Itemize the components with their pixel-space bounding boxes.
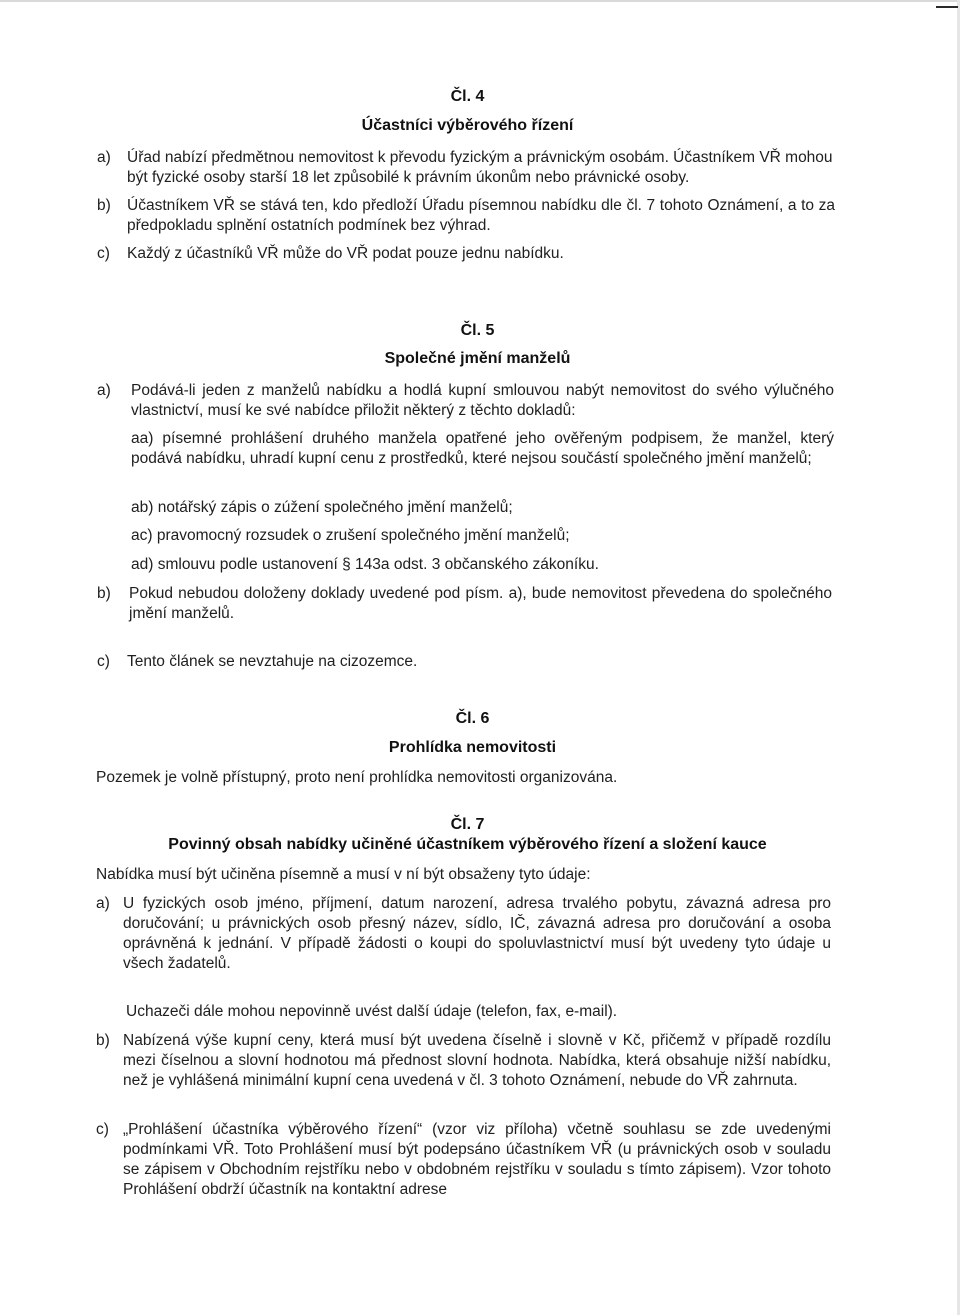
article-5-title: Společné jmění manželů (384, 350, 571, 367)
article-4-number: Čl. 4 (450, 88, 485, 105)
article-5-subitem-ad: ad) smlouvu podle ustanovení § 143a odst. 3 občanského zákoníku. (131, 556, 599, 573)
article-5-item-b-text: Pokud nebudou doloženy doklady uvedené pod písm. a), bude nemovitost převedena do společného jmění manželů. (129, 585, 832, 622)
article-5-subitem-ac: ac) pravomocný rozsudek o zrušení společného jmění manželů; (131, 527, 570, 544)
article-7-item-c-text: „Prohlášení účastníka výběrového řízení“ (vzor viz příloha) včetně souhlasu se zde uvedenými podmínkami VŘ. Toto Prohlášení musí být podepsáno účastníkem VŘ (u právnických osob v souladu se zápisem v Obchodním rejstříku nebo v obdobném rejstříku v souladu s tímto zápisem). Vzor tohoto Prohlášení obdrží účastník na kontaktní adrese (123, 1121, 831, 1198)
article-7-item-b-text: Nabízená výše kupní ceny, která musí být uvedena číselně i slovně v Kč, přičemž v případě rozdílu mezi číselnou a slovní hodnotou má přednost slovní hodnota. Nabídka, která obsahuje nižší nabídku, než je vyhlášená minimální kupní cena uvedená v čl. 3 tohoto Oznámení, nebude do VŘ zahrnuta. (123, 1032, 831, 1089)
article-6-number: Čl. 6 (455, 710, 490, 727)
article-5-item-a-text: Podává-li jeden z manželů nabídku a hodlá kupní smlouvou nabýt nemovitost do svého výlučného vlastnictví, musí ke své nabídce přiložit některý z těchto dokladů: (131, 382, 834, 419)
article-5-item-a-label: a) (97, 382, 111, 399)
article-4-item-a-text: Úřad nabízí předmětnou nemovitost k převodu fyzickým a právnickým osobám. Účastníkem VŘ mohou být fyzické osoby starší 18 let způsobilé k právním úkonům nebo právnické osoby. (127, 149, 833, 186)
article-4-item-a-label: a) (97, 149, 111, 166)
article-5-subitem-ab: ab) notářský zápis o zúžení společného jmění manželů; (131, 499, 513, 516)
article-7-number: Čl. 7 (450, 816, 485, 833)
article-5-item-c-text: Tento článek se nevztahuje na cizozemce. (127, 653, 418, 670)
article-4-item-c-label: c) (97, 245, 110, 262)
article-7-item-b-label: b) (96, 1032, 110, 1049)
article-7-intro: Nabídka musí být učiněna písemně a musí v ní být obsaženy tyto údaje: (96, 866, 591, 883)
article-4-title: Účastníci výběrového řízení (361, 117, 574, 134)
article-6-text: Pozemek je volně přístupný, proto není prohlídka nemovitosti organizována. (96, 769, 618, 786)
scan-edge-top (0, 0, 960, 2)
article-4-item-b-label: b) (97, 197, 111, 214)
article-5-item-c-label: c) (97, 653, 110, 670)
article-7-optional-note: Uchazeči dále mohou nepovinně uvést další údaje (telefon, fax, e-mail). (126, 1003, 618, 1020)
article-6-title: Prohlídka nemovitosti (388, 739, 557, 756)
article-5-number: Čl. 5 (460, 322, 495, 339)
article-7-item-c-label: c) (96, 1121, 109, 1138)
scan-mark (936, 6, 958, 8)
article-4-item-c-text: Každý z účastníků VŘ může do VŘ podat pouze jednu nabídku. (127, 245, 564, 262)
article-7-item-a-label: a) (96, 895, 110, 912)
article-7-title: Povinný obsah nabídky učiněné účastníkem výběrového řízení a složení kauce (168, 836, 767, 853)
article-4-item-b-text: Účastníkem VŘ se stává ten, kdo předloží Úřadu písemnou nabídku dle čl. 7 tohoto Oznámení, a to za předpokladu splnění ostatních podmínek bez výhrad. (127, 197, 835, 234)
article-7-item-a-text: U fyzických osob jméno, příjmení, datum narození, adresa trvalého pobytu, závazná adresa pro doručování; u právnických osob přesný název, sídlo, IČ, závazná adresa pro doručování a osoba oprávněná k jednání. V případě žádosti o koupi do spoluvlastnictví musí být uvedeny tyto údaje u všech žadatelů. (123, 895, 831, 972)
article-5-item-b-label: b) (97, 585, 111, 602)
article-5-subitem-aa: aa) písemné prohlášení druhého manžela opatřené jeho ověřeným podpisem, že manžel, který podává nabídku, uhradí kupní cenu z prostředků, které nejsou součástí společného jmění manželů; (131, 430, 834, 467)
